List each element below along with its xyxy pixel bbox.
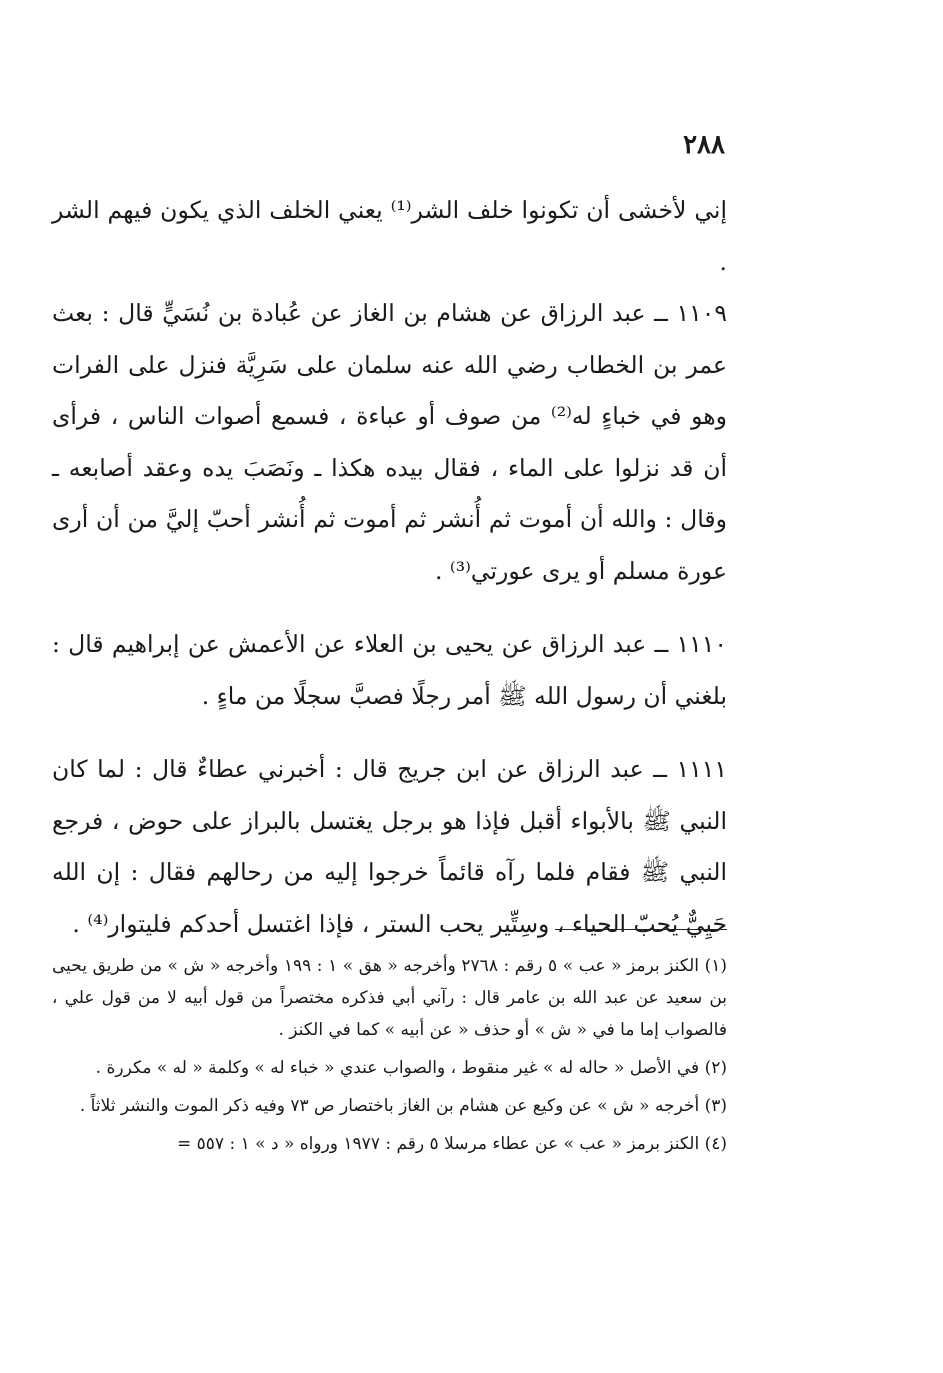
footnote-3: (٣) أخرجه « ش » عن وكيع عن هشام بن الغاز باختصار ص ٧٣ وفيه ذكر الموت والنشر ثلاثاً .	[79, 1096, 727, 1116]
page-number: ٢٨٨	[683, 130, 725, 160]
hadith-1111: ١١١١ ــ عبد الرزاق عن ابن جريج قال : أخبرني عطاءٌ قال : لما كان النبي ﷺ بالأبواء أقبل فإذا هو برجل يغتسل بالبراز على حوض ، فرجع النبي ﷺ فقام فلما رآه قائماً خرجوا إليه من رحالهم فقال : إن الله حَيِيٌّ يُحبّ الحياء ، وسِتِّير يحب الستر ، فإذا اغتسل أحدكم فليتوار⁽⁴⁾ .	[52, 755, 727, 938]
hadith-1109: ١١٠٩ ــ عبد الرزاق عن هشام بن الغاز عن عُبادة بن نُسَيٍّ قال : بعث عمر بن الخطاب رضي الله عنه سلمان على سَرِيَّة فنزل على الفرات وهو في خباءٍ له⁽²⁾ من صوف أو عباءة ، فسمع أصوات الناس ، فرأى أن قد نزلوا على الماء ، فقال بيده هكذا ـ ونَصَبَ يده وعقد أصابعه ـ وقال : والله أن أموت ثم أُنشر ثم أموت ثم أُنشر أحبّ إليَّ من أن أرى عورة مسلم أو يرى عورتي⁽³⁾ .	[52, 299, 727, 585]
footnote-2: (٢) في الأصل « حاله له » غير منقوط ، والصواب عندي « خباء له » وكلمة « له » مكررة .	[95, 1058, 727, 1078]
footnote-divider	[555, 929, 727, 930]
footnotes	[52, 950, 727, 1160]
hadith-1110: ١١١٠ ــ عبد الرزاق عن يحيى بن العلاء عن الأعمش عن إبراهيم قال : بلغني أن رسول الله ﷺ أمر رجلًا فصبَّ سجلًا من ماءٍ .	[52, 630, 727, 710]
footnote-1: (١) الكنز برمز « عب » ٥ رقم : ٢٧٦٨ وأخرجه « هق » ١ : ١٩٩ وأخرجه « ش » من طريق يحيى بن سعيد عن عبد الله بن عامر قال : رآني أبي فذكره مختصراً من قول أبيه لا من قول علي ، فالصواب إما ما في « ش » أو حذف « عن أبيه » كما في الكنز .	[52, 956, 727, 1040]
footnote-4: (٤) الكنز برمز « عب » عن عطاء مرسلا ٥ رقم : ١٩٧٧ ورواه « د » ١ : ٥٥٧ =	[177, 1134, 727, 1154]
main-text	[52, 185, 727, 950]
paragraph-continuation: إني لأخشى أن تكونوا خلف الشر⁽¹⁾ يعني الخلف الذي يكون فيهم الشر .	[52, 196, 727, 276]
